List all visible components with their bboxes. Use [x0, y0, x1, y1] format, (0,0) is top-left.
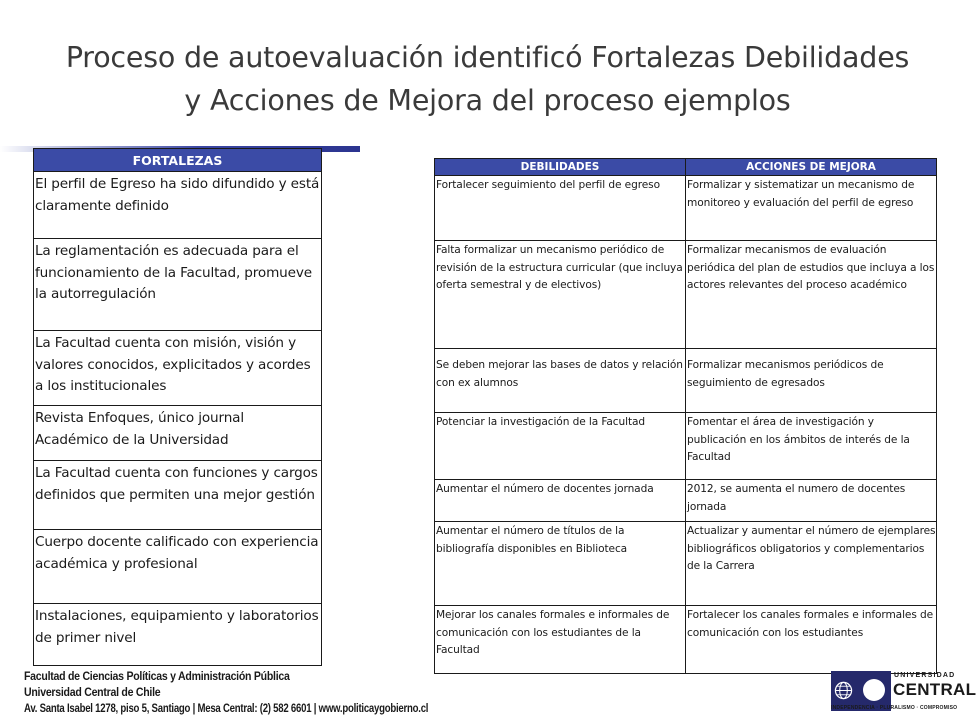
fortaleza-row: La Facultad cuenta con funciones y cargos definidos que permiten una mejor gestión	[34, 461, 322, 530]
accion-cell: 2012, se aumenta el numero de docentes jornada	[686, 480, 937, 522]
fortaleza-row: Instalaciones, equipamiento y laboratorios de primer nivel	[34, 604, 322, 666]
accion-cell: Formalizar mecanismos periódicos de seguimiento de egresados	[686, 349, 937, 413]
slide-title	[20, 36, 955, 122]
accion-cell: Fomentar el área de investigación y publicación en los ámbitos de interés de la Facultad	[686, 413, 937, 480]
footer-university: Universidad Central de Chile	[24, 685, 161, 699]
debilidad-cell: Falta formalizar un mecanismo periódico de revisión de la estructura curricular (que incluya oferta semestral y de electivos)	[435, 241, 686, 349]
accion-cell: Formalizar mecanismos de evaluación periódica del plan de estudios que incluya a los actores relevantes del proceso académico	[686, 241, 937, 349]
accion-cell: Actualizar y aumentar el número de ejemplares bibliográficos obligatorios y complementarios de la Carrera	[686, 522, 937, 606]
debilidades-table	[434, 158, 937, 674]
debilidad-cell: Se deben mejorar las bases de datos y relación con ex alumnos	[435, 349, 686, 413]
logo-motto: INDEPENDENCIA · PLURALISMO · COMPROMISO	[831, 705, 958, 711]
logo-top-text: UNIVERSIDAD	[894, 672, 956, 679]
debilidad-cell: Aumentar el número de títulos de la bibliografía disponibles en Biblioteca	[435, 522, 686, 606]
fortaleza-row: La Facultad cuenta con misión, visión y valores conocidos, explicitados y acordes a los institucionales	[34, 331, 322, 406]
globe-icon	[834, 681, 853, 700]
logo-name: CENTRAL	[893, 680, 976, 699]
footer-faculty: Facultad de Ciencias Políticas y Administración Pública	[24, 669, 290, 683]
fortaleza-row: Revista Enfoques, único journal Académico de la Universidad	[34, 406, 322, 461]
fortaleza-row: Cuerpo docente calificado con experiencia académica y profesional	[34, 530, 322, 604]
debilidad-cell: Fortalecer seguimiento del perfil de egreso	[435, 176, 686, 241]
fortalezas-header: FORTALEZAS	[34, 149, 322, 172]
university-logo	[831, 671, 976, 716]
accion-cell: Formalizar y sistematizar un mecanismo de monitoreo y evaluación del perfil de egreso	[686, 176, 937, 241]
slide-title-line-1: Proceso de autoevaluación identificó Fortalezas Debilidades	[65, 41, 910, 74]
debilidades-header: DEBILIDADES	[435, 159, 686, 176]
fortaleza-row: La reglamentación es adecuada para el funcionamiento de la Facultad, promueve la autorregulación	[34, 239, 322, 331]
acciones-header: ACCIONES DE MEJORA	[686, 159, 937, 176]
fortaleza-row: El perfil de Egreso ha sido difundido y está claramente definido	[34, 172, 322, 239]
footer-address: Av. Santa Isabel 1278, piso 5, Santiago | Mesa Central: (2) 582 6601 | www.politicaygobierno.cl	[24, 701, 429, 715]
debilidad-cell: Aumentar el número de docentes jornada	[435, 480, 686, 522]
accion-cell: Fortalecer los canales formales e informales de comunicación con los estudiantes	[686, 606, 937, 674]
fortalezas-table	[33, 148, 322, 666]
debilidad-cell: Potenciar la investigación de la Facultad	[435, 413, 686, 480]
slide-title-line-2: y Acciones de Mejora del proceso ejemplos	[184, 84, 791, 117]
debilidad-cell: Mejorar los canales formales e informales de comunicación con los estudiantes de la Facultad	[435, 606, 686, 674]
logo-circle	[863, 679, 885, 701]
footer	[24, 668, 444, 716]
